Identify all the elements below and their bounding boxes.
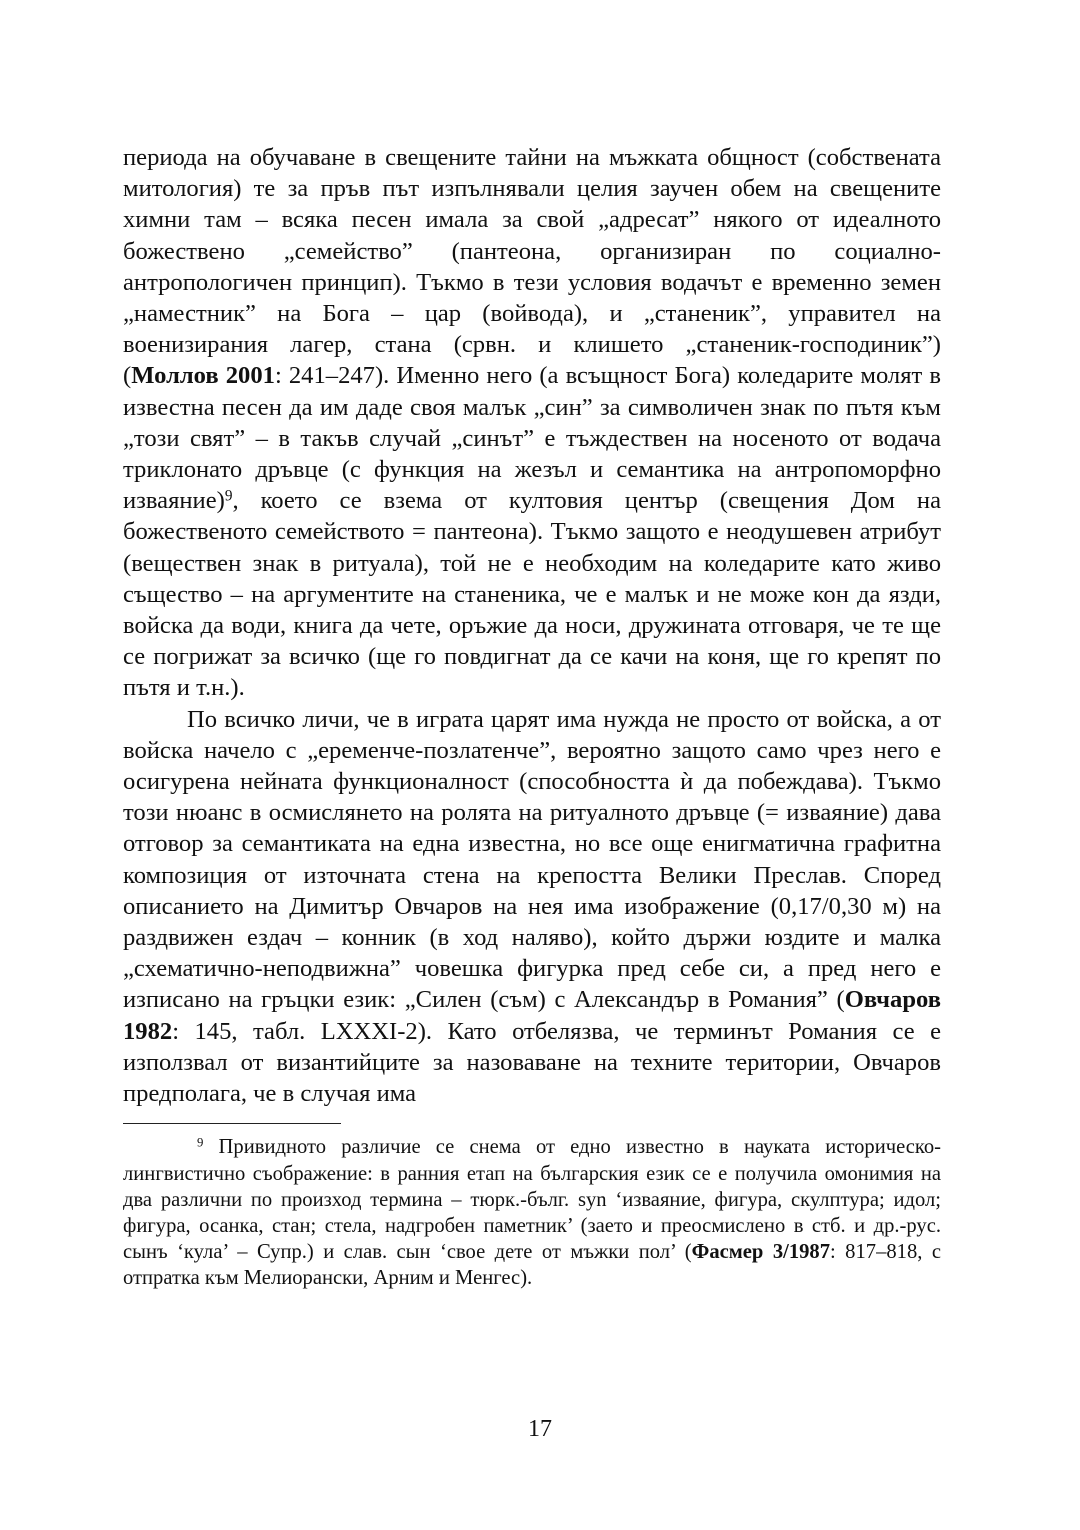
footnote-text-b: : 817–818, с отпратка към Мелиорански, Арним и Менгес). — [123, 1241, 941, 1290]
footnote-marker[interactable]: 9 — [224, 487, 233, 505]
footnote-separator — [123, 1123, 341, 1124]
paragraph-1-text-b: : 241–247). Именно него (а всъщност Бога) коледарите молят в известна песен да им даде своя малък „син” за символичен знак по пътя към „този свят” – в такъв случай „синът” е тъждествен на носеното от водача триклонато дръвце (с функция на жезъл и семантика на антропоморфно изваяние) — [123, 362, 941, 515]
page-number: 17 — [528, 1416, 552, 1442]
paragraph-1 — [123, 142, 941, 704]
paragraph-1-text-a: периода на обучаване в свещените тайни на мъжката общност (собствената митология) те за пръв път изпълнявали целия заучен обем на свещените химни там – всяка песен имала за свой „адресат” някого от идеалното божествено „семейство” (пантеона, организиран по социално-антропологичен принцип). Тъкмо в тези условия водачът е временно земен „наместник” на Бога – цар (войвода), и „станеник”, управител на военизирания лагер, стана (срвн. и клишето „станеник-господиник”) ( — [123, 144, 941, 390]
paragraph-1-text-c: , което се взема от култовия център (свещения Дом на божественото семейството = пантеона). Тъкмо защото е неодушевен атрибут (веществен знак в ритуала), той не е необходим на коледарите като живо същество – на аргументите на станеника, че е малък и не може кон да язди, войска да води, книга да чете, оръжие да носи, дружината отговаря, че те ще се погрижат за всичко (ще го повдигнат да се качи на коня, ще го крепят по пътя и т.н.). — [123, 487, 941, 702]
footnote-number: 9 — [197, 1135, 204, 1150]
footnote-text-a: Привидното различие се снема от едно известно в науката историческо-лингвистично съображение: в ранния етап на българския език се е получила омонимия на два различни по произход термина – тюрк.-бълг. syn ‘изваяние, фигура, скулптура; идол; фигура, осанка, стан; стела, надгробен паметник’ (заето и преосмислено в стб. и др.-рус. сынъ ‘кула’ – Супр.) и слав. сын ‘свое дете от мъжки пол’ ( — [123, 1136, 941, 1264]
page-body — [123, 142, 941, 1292]
reference-mollov: Моллов 2001 — [131, 362, 275, 390]
footnote-9 — [123, 1134, 941, 1291]
reference-fasmer: Фасмер 3/1987 — [691, 1241, 831, 1264]
paragraph-2 — [123, 704, 941, 1110]
reference-ovcharov: Овчаров 1982 — [123, 986, 941, 1045]
paragraph-2-text-a: По всичко личи, че в играта царят има нужда не просто от войска, а от войска начело с „еременче-позлатенче”, вероятно защото само чрез него е осигурена нейната функционалност (способността ѝ да побеждава). Тъкмо този нюанс в осмислянето на ролята на ритуалното дръвце (= изваяние) дава отговор за семантиката на една известна, но все още енигматична графитна композиция от източната стена на крепостта Велики Преслав. Според описанието на Димитър Овчаров на нея има изображение (0,17/0,30 м) на раздвижен ездач – конник (в ход наляво), който държи юздите и малка „схематично-неподвижна” човешка фигурка пред себе си, а пред него е изписано на гръцки език: „Силен (съм) с Александър в Романия” ( — [123, 705, 941, 1014]
paragraph-2-text-b: : 145, табл. LXXXI-2). Като отбелязва, че терминът Романия се е използвал от византийците за назоваване на техните територии, Овчаров предполага, че в случая има — [123, 1017, 941, 1108]
